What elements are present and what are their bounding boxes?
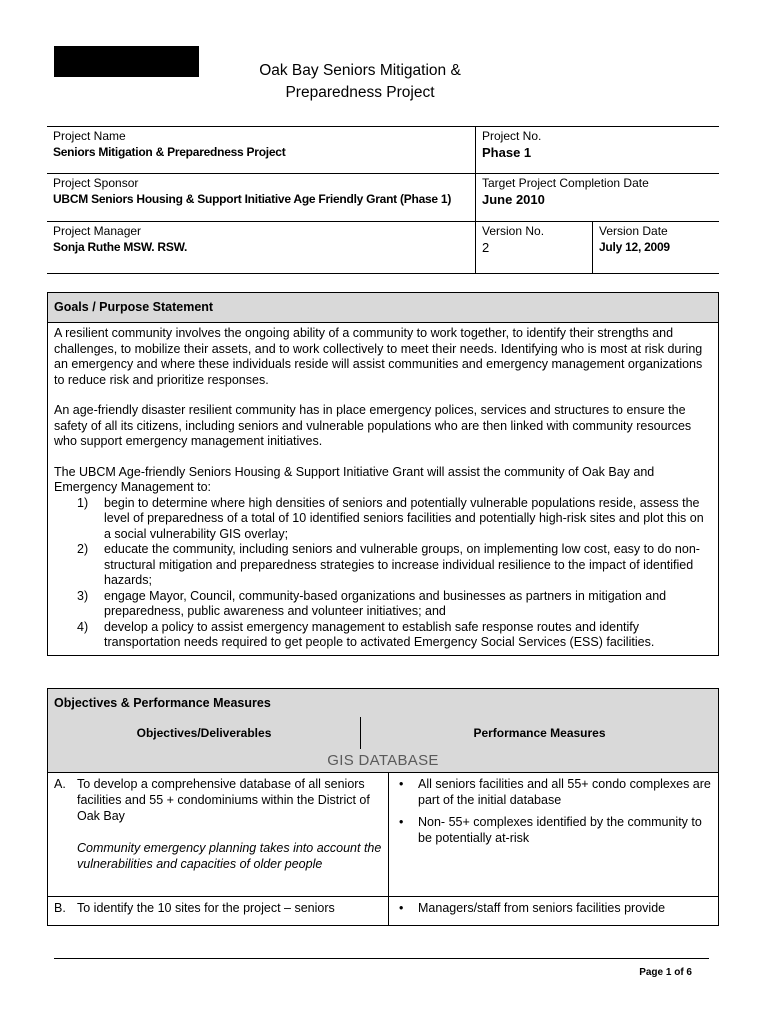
project-name-value: Seniors Mitigation & Preparedness Project [53,145,286,159]
list-text: engage Mayor, Council, community-based organizations and businesses as partners in mitigation and preparedness, public awareness and volunteer initiatives; and [104,588,667,618]
bullet-icon: • [399,901,404,915]
list-text: educate the community, including seniors and vulnerable groups, on implementing low cost, easy to do non-structural mitigation and preparedness strategies to increase individual resilience to the impact of identified hazards; [104,542,700,587]
sponsor-label: Project Sponsor [53,176,139,190]
objectives-heading: Objectives & Performance Measures [48,689,718,717]
version-value: 2 [482,240,490,255]
goals-section [47,292,719,656]
list-text: begin to determine where high densities of seniors and potentially vulnerable populations reside, assess the level of preparedness of a total of 10 identified seniors facilities and potentially high-risk sites and plot this on a social vulnerability GIS overlay; [104,495,704,541]
column-header-objectives: Objectives/Deliverables [48,717,361,749]
info-row-name [47,127,719,173]
info-row-manager [47,221,719,273]
goals-paragraph-3: The UBCM Age-friendly Seniors Housing & Support Initiative Grant will assist the community of Oak Bay and Emergency Management to: [54,464,655,494]
objectives-column-headers [48,717,718,749]
info-row-sponsor [47,173,719,221]
list-text: develop a policy to assist emergency management to establish safe response routes and identify transportation needs required to get people to activated Emergency Social Services (ESS) facilities. [104,619,655,649]
goals-list [74,496,712,651]
goals-paragraph-2: An age-friendly disaster resilient community has in place emergency polices, services and structures to ensure the safety of all its citizens, including seniors and vulnerable populations who are then linked with community resources who support emergency management initiatives. [54,403,692,448]
project-no-value: Phase 1 [482,145,532,160]
goals-heading: Goals / Purpose Statement [48,293,718,323]
manager-label: Project Manager [53,224,142,238]
project-name-cell [47,127,476,173]
objectives-table [47,688,719,926]
version-cell [476,222,593,273]
goals-list-item [74,620,712,651]
version-label: Version No. [482,224,545,238]
document-title [200,60,520,104]
measures-cell [389,773,718,896]
list-number: 2) [77,542,89,556]
measure-item [395,776,712,808]
project-name-label: Project Name [53,129,126,143]
objective-letter: A. [54,777,66,791]
goals-list-item [74,542,712,589]
table-row [48,897,718,925]
objective-note: Community emergency planning takes into account the vulnerabilities and capacities of older people [77,841,382,871]
completion-label: Target Project Completion Date [482,176,649,190]
list-number: 1) [77,495,89,510]
table-row [48,773,718,897]
measure-item [395,900,712,916]
goals-body [48,323,718,655]
sponsor-value: UBCM Seniors Housing & Support Initiative Age Friendly Grant (Phase 1) [53,192,452,206]
objective-cell [48,773,389,896]
measure-item [395,814,712,846]
version-date-value: July 12, 2009 [599,240,670,254]
sponsor-cell [47,174,476,221]
objective-text: To develop a comprehensive database of all seniors facilities and 55 + condominiums within the District of Oak Bay [77,777,370,823]
project-info-table [47,126,719,274]
goals-list-item [74,496,712,543]
goals-paragraph-1: A resilient community involves the ongoing ability of a community to work together, to identify their strengths and challenges, to mobilize their assets, and to work collectively to meet their needs. Identifying who is most at risk during an emergency and where these individuals reside will assist communities and emergency management organizations to reduce risk and prioritize responses. [54,326,703,387]
measure-text: Managers/staff from seniors facilities provide [418,901,666,915]
completion-cell [476,174,719,221]
objective-cell [48,897,389,925]
redaction-block [54,46,199,77]
objective-letter: B. [54,901,66,915]
objective-text: To identify the 10 sites for the project – seniors [77,901,335,915]
column-header-measures: Performance Measures [473,726,606,740]
manager-cell [47,222,476,273]
measure-text: Non- 55+ complexes identified by the community to be potentially at-risk [418,815,702,845]
measures-cell [389,897,718,925]
goals-list-item [74,589,712,620]
list-number: 3) [77,588,89,603]
version-date-label: Version Date [599,224,668,238]
project-no-cell [476,127,719,173]
list-number: 4) [77,619,89,634]
measure-text: All seniors facilities and all 55+ condo complexes are part of the initial database [418,777,711,807]
completion-value: June 2010 [482,192,545,207]
manager-value: Sonja Ruthe MSW. RSW. [53,240,188,254]
bullet-icon: • [399,815,404,829]
version-date-cell [593,222,719,273]
bullet-icon: • [399,777,404,791]
project-no-label: Project No. [482,129,542,143]
section-heading-gis-database: GIS DATABASE [48,749,718,773]
title-line-1: Oak Bay Seniors Mitigation & [259,62,461,79]
page-number: Page 1 of 6 [639,967,692,978]
title-line-2: Preparedness Project [285,84,435,101]
footer-divider [54,958,709,959]
